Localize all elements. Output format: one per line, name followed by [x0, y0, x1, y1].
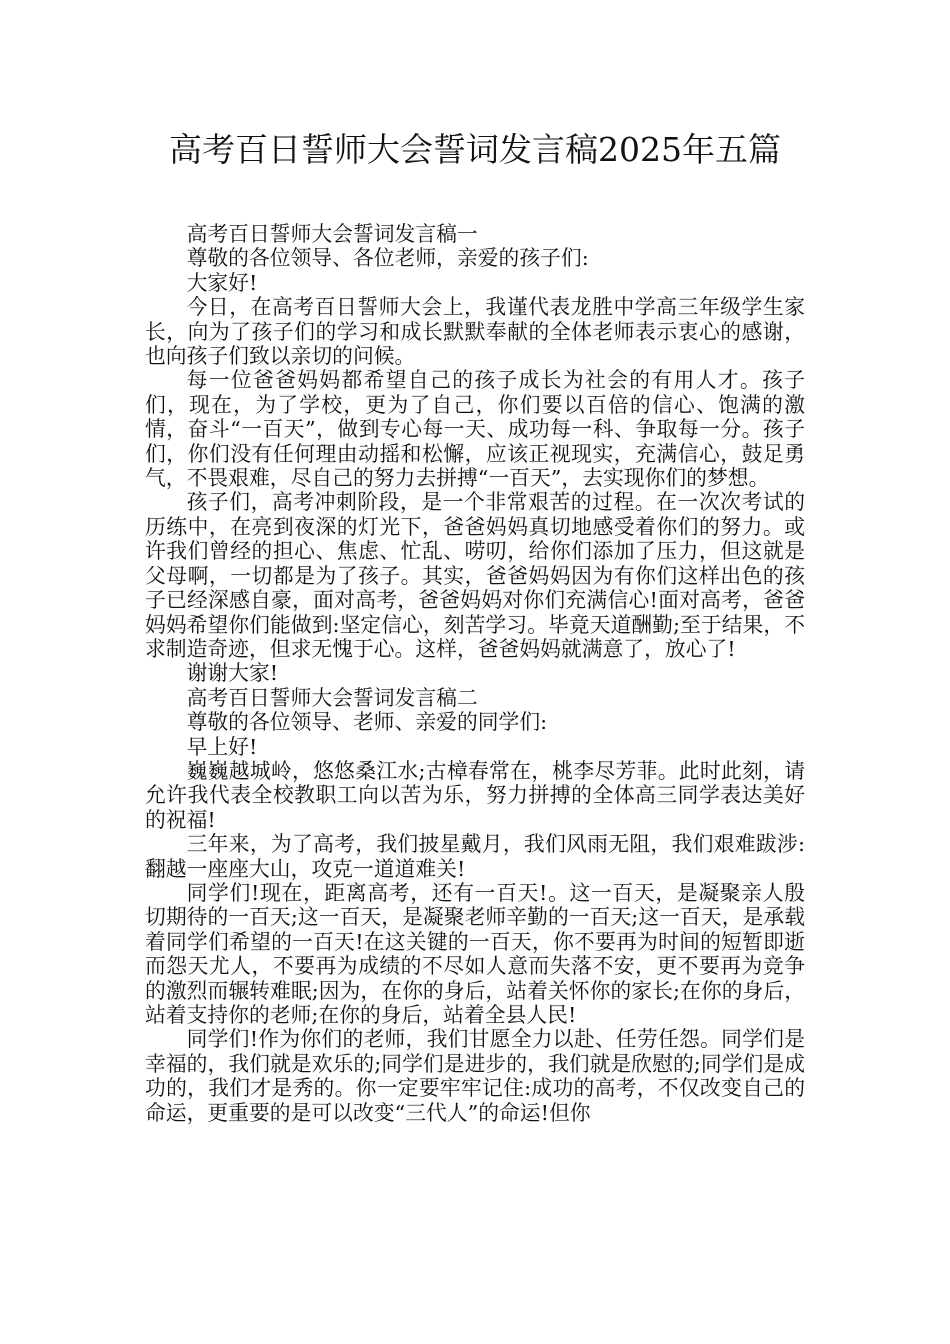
document-title: 高考百日誓师大会誓词发言稿2025年五篇 [169, 130, 781, 169]
paragraph: 高考百日誓师大会誓词发言稿一 [186, 222, 478, 246]
paragraph: 早上好! [186, 734, 258, 759]
document-body [145, 222, 805, 1125]
paragraph: 尊敬的各位领导、各位老师，亲爱的孩子们: [186, 246, 589, 271]
paragraph: 今日，在高考百日誓师大会上，我谨代表龙胜中学高三年级学生家长，向为了孩子们的学习和成长默默奉献的全体老师表示衷心的感谢，也向孩子们致以亲切的问候。 [145, 295, 805, 369]
paragraph: 同学们!现在，距离高考，还有一百天!。这一百天，是凝聚亲人殷切期待的一百天;这一百天，是凝聚老师辛勤的一百天;这一百天，是承载着同学们希望的一百天!在这关键的一百天，你不要再为时间的短暂即逝而怨天尤人，不要再为成绩的不尽如人意而失落不安，更不要再为竞争的激烈而辗转难眠;因为，在你的身后，站着关怀你的家长;在你的身后，站着支持你的老师;在你的身后，站着全县人民! [145, 880, 805, 1027]
paragraph: 孩子们，高考冲刺阶段，是一个非常艰苦的过程。在一次次考试的历练中，在亮到夜深的灯光下，爸爸妈妈真切地感受着你们的努力。或许我们曾经的担心、焦虑、忙乱、唠叨，给你们添加了压力，但这就是父母啊，一切都是为了孩子。其实，爸爸妈妈因为有你们这样出色的孩子已经深感自豪，面对高考，爸爸妈妈对你们充满信心!面对高考，爸爸妈妈希望你们能做到:坚定信心，刻苦学习。毕竟天道酬勤;至于结果，不求制造奇迹，但求无愧于心。这样，爸爸妈妈就满意了，放心了! [145, 490, 805, 661]
paragraph: 每一位爸爸妈妈都希望自己的孩子成长为社会的有用人才。孩子们，现在，为了学校，更为了自己，你们要以百倍的信心、饱满的激情，奋斗“一百天”，做到专心每一天、成功每一科、争取每一分。孩子们，你们没有任何理由动摇和松懈，应该正视现实，充满信心，鼓足勇气，不畏艰难，尽自己的努力去拼搏“一百天”，去实现你们的梦想。 [145, 368, 805, 491]
paragraph: 谢谢大家! [186, 661, 279, 686]
paragraph: 尊敬的各位领导、老师、亲爱的同学们: [186, 710, 548, 735]
paragraph: 三年来，为了高考，我们披星戴月，我们风雨无阻，我们艰难跋涉:翻越一座座大山，攻克一道道难关! [145, 832, 805, 881]
paragraph: 同学们!作为你们的老师，我们甘愿全力以赴、任劳任怨。同学们是幸福的，我们就是欢乐的;同学们是进步的，我们就是欣慰的;同学们是成功的，我们才是秀的。你一定要牢牢记住:成功的高考，不仅改变自己的命运，更重要的是可以改变“三代人”的命运!但你 [145, 1027, 805, 1125]
paragraph: 巍巍越城岭，悠悠桑江水;古樟春常在，桃李尽芳菲。此时此刻，请允许我代表全校教职工向以苦为乐，努力拼搏的全体高三同学表达美好的祝福! [145, 758, 805, 832]
paragraph: 大家好! [186, 270, 258, 295]
paragraph: 高考百日誓师大会誓词发言稿二 [186, 685, 478, 710]
